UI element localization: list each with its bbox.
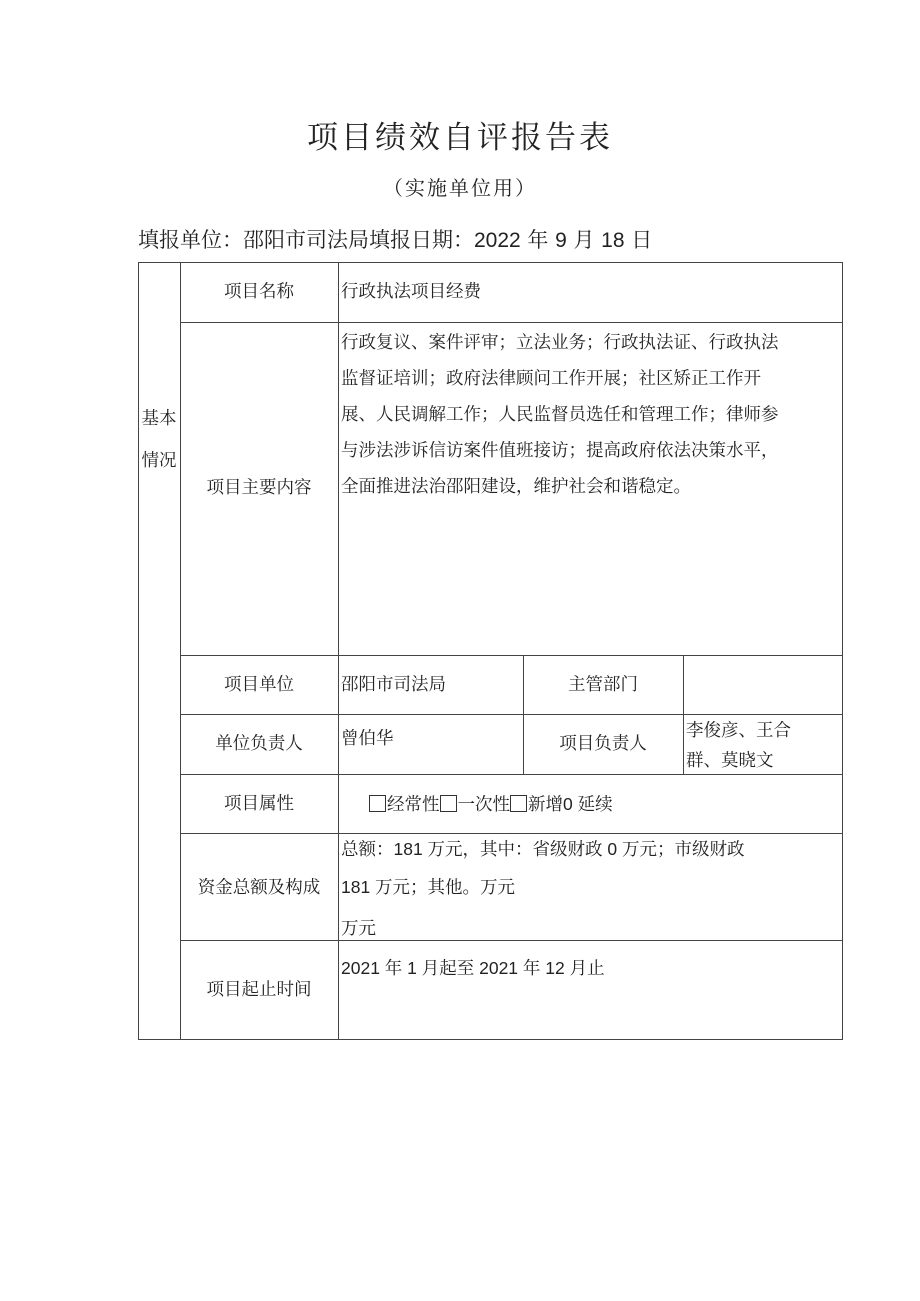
funding-value — [341, 830, 841, 948]
date-month: 9 — [555, 229, 567, 252]
project-name-value: 行政执法项目经费 — [341, 282, 481, 302]
table-divider — [180, 262, 181, 1040]
project-attribute-label: 项目属性 — [224, 794, 294, 814]
project-attribute-options — [369, 787, 613, 822]
main-content-line: 全面推进法治邵阳建设，维护社会和谐稳定。 — [341, 477, 691, 497]
table-border-top — [138, 262, 843, 263]
table-divider — [338, 262, 339, 1040]
main-content-line: 展、人民调解工作；人民监督员选任和管理工作；律师参 — [341, 405, 779, 425]
project-head-label: 项目负责人 — [559, 734, 647, 754]
funding-line: 总额：181 万元，其中：省级财政 0 万元；市级财政 — [341, 839, 745, 859]
project-head-line: 李俊彦、王合 — [686, 721, 791, 741]
project-head-value — [686, 716, 791, 776]
unit-head-label: 单位负责人 — [215, 734, 303, 754]
section-label-line: 情况 — [141, 451, 177, 471]
fill-info-line — [138, 224, 652, 254]
page-subtitle: （实施单位用） — [383, 176, 537, 200]
date-year: 2022 — [474, 229, 521, 252]
project-head-line: 群、莫晓文 — [686, 751, 774, 771]
table-divider — [180, 655, 843, 656]
unit-head-value: 曾伯华 — [341, 729, 394, 749]
table-border-left — [138, 262, 139, 1040]
funding-label: 资金总额及构成 — [197, 878, 321, 898]
project-unit-label: 项目单位 — [224, 675, 294, 695]
project-unit-value: 邵阳市司法局 — [341, 675, 446, 695]
main-content-line: 与涉法涉诉信访案件值班接访；提高政府依法决策水平， — [341, 441, 779, 461]
project-period-label: 项目起止时间 — [206, 980, 312, 1000]
date-year-unit: 年 — [527, 228, 549, 252]
checkbox-regular[interactable] — [369, 795, 386, 812]
unit-value: 邵阳市司法局 — [243, 228, 369, 252]
date-day-unit: 日 — [631, 228, 653, 252]
checkbox-new[interactable] — [510, 795, 527, 812]
main-content-text — [341, 325, 843, 505]
table-divider — [180, 714, 843, 715]
section-label-line: 基本 — [141, 409, 177, 429]
section-label-basic-info — [138, 398, 180, 482]
project-name-label: 项目名称 — [224, 282, 294, 302]
date-day: 18 — [601, 229, 625, 252]
date-label: 填报日期： — [369, 228, 474, 252]
project-period-value: 2021 年 1 月起至 2021 年 12 月止 — [341, 958, 605, 978]
page-title: 项目绩效自评报告表 — [307, 120, 613, 156]
option-one-time-label: 一次性 — [457, 795, 510, 815]
main-content-label: 项目主要内容 — [206, 478, 312, 498]
main-content-line: 监督证培训；政府法律顾问工作开展；社区矫正工作开 — [341, 369, 761, 389]
date-month-unit: 月 — [573, 228, 595, 252]
table-divider — [180, 322, 843, 323]
option-regular-label: 经常性 — [387, 795, 440, 815]
option-new-label: 新增 — [528, 795, 563, 815]
supervising-dept-label: 主管部门 — [568, 675, 638, 695]
option-continued-label: 0 延续 — [563, 794, 613, 814]
table-border-bottom — [138, 1039, 843, 1040]
main-content-line: 行政复议、案件评审；立法业务；行政执法证、行政执法 — [341, 333, 779, 353]
funding-line: 181 万元；其他。万元 — [341, 877, 516, 897]
table-divider — [683, 655, 684, 775]
funding-line: 万元 — [341, 919, 376, 939]
checkbox-one-time[interactable] — [440, 795, 457, 812]
unit-label: 填报单位： — [138, 228, 243, 252]
